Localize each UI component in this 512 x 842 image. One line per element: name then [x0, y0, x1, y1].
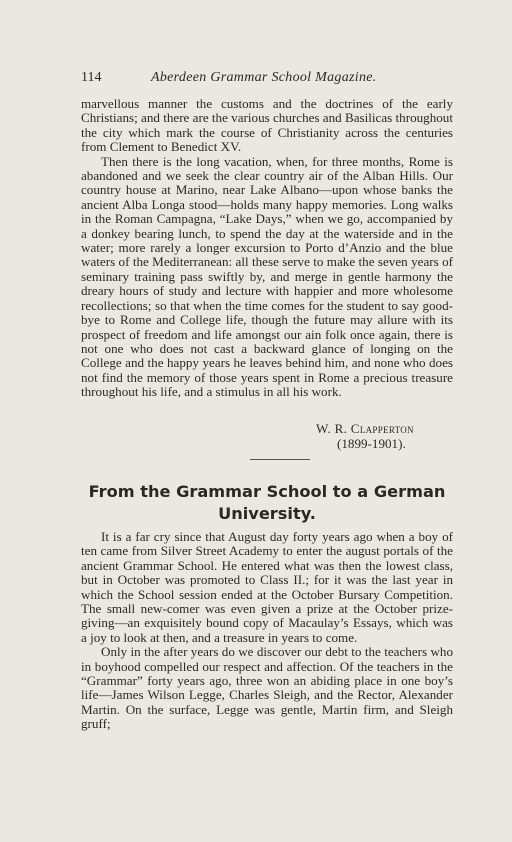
paragraph: Only in the after years do we discover our debt to the teachers who in boyhood compelled our respect and affection. Of the teachers in the “Grammar” forty years ago, three won an abiding place in one boy’s life—James Wilson Legge, Charles Sleigh, and the Rector, Alexander Martin. On the surface, Legge was gentle, Martin firm, and Sleigh gruff;	[81, 644, 453, 732]
page-number: 114	[81, 70, 102, 85]
section-1-body	[81, 97, 453, 400]
running-header	[81, 70, 453, 88]
paragraph: It is a far cry since that August day forty years ago when a boy of ten came from Silver Street Academy to enter the august portals of the ancient Grammar School. He entered what was then the lowest class, but in October was promoted to Class II.; for it was the last year in which the School session ended at the October Bursary Competition. The small new-comer was even given a prize at the October prize-giving—an exquisitely bound copy of Macaulay’s Essays, which was a joy to look at then, and a treasure in years to come.	[81, 529, 453, 645]
article-title: From the Grammar School to a German University.	[88, 482, 446, 523]
article-body	[81, 530, 453, 732]
signature-name: W. R. Clapperton	[316, 421, 414, 436]
running-title: Aberdeen Grammar School Magazine.	[151, 70, 377, 85]
signature-dates: (1899-1901).	[337, 435, 406, 451]
section-divider	[250, 459, 310, 460]
paragraph: Then there is the long vacation, when, for three months, Rome is abandoned and we seek the clear country air of the Alban Hills. Our country house at Marino, near Lake Albano—upon whose banks the ancient Alba Longa stood—holds many happy memories. Long walks in the Roman Campagna, “Lake Days,” when we go, accompanied by a donkey bearing lunch, to spend the day at the waterside and in the water; more rarely a longer excursion to Porto d’Anzio and the blue waters of the Mediterranean: all these serve to make the seven years of seminary training pass swiftly by, and merge in gentle harmony the dreary hours of study and lecture with happier and more wholesome recollections; so that when the time comes for the student to say good-bye to Rome and College life, though the future may allure with its prospect of freedom and life amongst our ain folk once again, there is not one who does not cast a backward glance of longing on the College and the happy years he leaves behind him, and none who does not find the memory of those years spent in Rome a precious treasure throughout his life, and a stimulus in all his work.	[81, 153, 453, 400]
author-signature	[316, 422, 414, 451]
paragraph: marvellous manner the customs and the doctrines of the early Christians; and there are the various churches and Basilicas throughout the city which mark the course of Christianity across the centuries from Clement to Benedict XV.	[81, 96, 453, 155]
